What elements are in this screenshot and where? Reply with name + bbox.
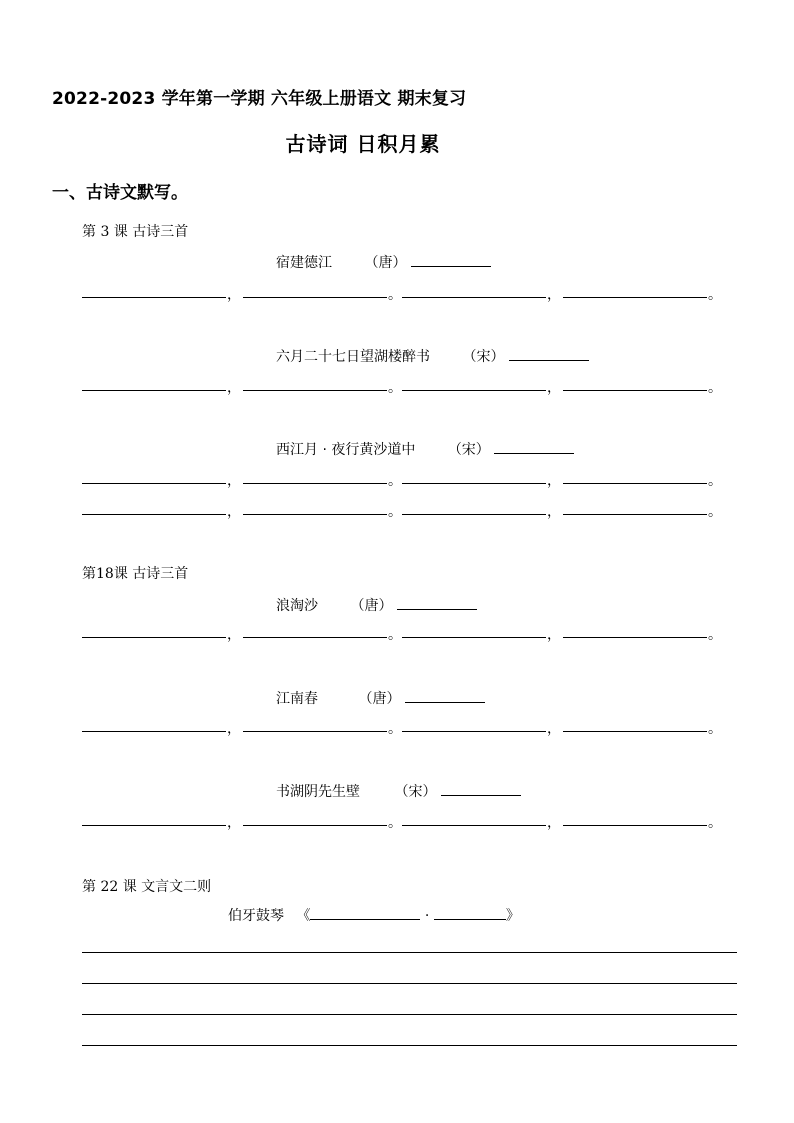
poem-dynasty: （宋） (462, 349, 505, 365)
answer-blank[interactable] (402, 483, 546, 484)
poem-title-3 (276, 439, 574, 459)
answer-blank[interactable] (402, 637, 546, 638)
writing-line[interactable] (82, 952, 737, 953)
answer-blank[interactable] (82, 483, 226, 484)
poem-name: 浪淘沙 (276, 598, 318, 614)
poem-title-6 (276, 781, 521, 801)
period-mark: 。 (708, 473, 722, 489)
poem-dynasty: （唐） (358, 691, 401, 707)
period-mark: 。 (708, 627, 722, 643)
answer-blank[interactable] (82, 390, 226, 391)
poem-name: 江南春 (276, 691, 318, 707)
boya-blank-1[interactable] (310, 907, 420, 920)
comma-mark: ， (547, 504, 561, 520)
period-mark: 。 (708, 721, 722, 737)
answer-blank[interactable] (563, 514, 707, 515)
poem-title-1 (276, 252, 491, 272)
answer-blank[interactable] (243, 483, 387, 484)
answer-blank[interactable] (402, 514, 546, 515)
answer-blank[interactable] (402, 297, 546, 298)
comma-mark: ， (227, 721, 241, 737)
poem-dynasty: （唐） (364, 255, 407, 271)
author-blank[interactable] (509, 348, 589, 361)
comma-mark: ， (227, 380, 241, 396)
boya-blank-2[interactable] (434, 907, 506, 920)
period-mark: 。 (388, 380, 402, 396)
answer-blank[interactable] (563, 637, 707, 638)
boya-title-line (228, 905, 520, 925)
page-title: 古诗词 日积月累 (285, 132, 441, 156)
open-bracket: 《 (296, 908, 311, 924)
comma-mark: ， (547, 721, 561, 737)
comma-mark: ， (547, 287, 561, 303)
answer-blank[interactable] (243, 514, 387, 515)
answer-blank[interactable] (243, 731, 387, 732)
answer-blank[interactable] (402, 390, 546, 391)
answer-blank[interactable] (563, 483, 707, 484)
answer-blank[interactable] (402, 825, 546, 826)
writing-line[interactable] (82, 1014, 737, 1015)
comma-mark: ， (227, 815, 241, 831)
poem-name: 宿建德江 (276, 255, 332, 271)
period-mark: 。 (388, 287, 402, 303)
answer-blank[interactable] (82, 731, 226, 732)
poem-name: 六月二十七日望湖楼醉书 (276, 349, 430, 365)
comma-mark: ， (227, 627, 241, 643)
lesson-22-heading: 第 22 课 文言文二则 (82, 879, 212, 895)
comma-mark: ， (547, 627, 561, 643)
document-header: 2022-2023 学年第一学期 六年级上册语文 期末复习 (52, 89, 467, 109)
poem-name: 西江月 · 夜行黄沙道中 (276, 442, 416, 458)
period-mark: 。 (388, 815, 402, 831)
section-heading: 一、古诗文默写。 (52, 183, 188, 203)
lesson-3-heading: 第 3 课 古诗三首 (82, 224, 189, 240)
lesson-18-heading: 第18课 古诗三首 (82, 566, 189, 582)
writing-line[interactable] (82, 983, 737, 984)
comma-mark: ， (547, 473, 561, 489)
comma-mark: ， (227, 473, 241, 489)
answer-blank[interactable] (563, 825, 707, 826)
answer-blank[interactable] (82, 637, 226, 638)
period-mark: 。 (708, 815, 722, 831)
answer-blank[interactable] (243, 637, 387, 638)
answer-blank[interactable] (563, 390, 707, 391)
answer-blank[interactable] (243, 390, 387, 391)
comma-mark: ， (227, 287, 241, 303)
poem-title-4 (276, 595, 477, 615)
close-bracket: 》 (505, 908, 520, 924)
author-blank[interactable] (405, 690, 485, 703)
period-mark: 。 (388, 721, 402, 737)
period-mark: 。 (388, 473, 402, 489)
comma-mark: ， (227, 504, 241, 520)
poem-title-5 (276, 688, 485, 708)
author-blank[interactable] (441, 783, 521, 796)
middle-dot: · (424, 908, 430, 924)
writing-line[interactable] (82, 1045, 737, 1046)
answer-blank[interactable] (243, 825, 387, 826)
period-mark: 。 (708, 287, 722, 303)
poem-name: 书湖阴先生壁 (276, 784, 360, 800)
poem-dynasty: （宋） (394, 784, 437, 800)
period-mark: 。 (388, 627, 402, 643)
answer-blank[interactable] (563, 297, 707, 298)
period-mark: 。 (388, 504, 402, 520)
period-mark: 。 (708, 380, 722, 396)
author-blank[interactable] (411, 254, 491, 267)
answer-blank[interactable] (82, 514, 226, 515)
period-mark: 。 (708, 504, 722, 520)
comma-mark: ， (547, 815, 561, 831)
poem-dynasty: （唐） (350, 598, 393, 614)
author-blank[interactable] (397, 597, 477, 610)
answer-blank[interactable] (243, 297, 387, 298)
answer-blank[interactable] (563, 731, 707, 732)
poem-title-2 (276, 346, 589, 366)
boya-title: 伯牙鼓琴 (228, 908, 284, 924)
answer-blank[interactable] (82, 297, 226, 298)
poem-dynasty: （宋） (447, 442, 490, 458)
answer-blank[interactable] (82, 825, 226, 826)
comma-mark: ， (547, 380, 561, 396)
author-blank[interactable] (494, 441, 574, 454)
answer-blank[interactable] (402, 731, 546, 732)
